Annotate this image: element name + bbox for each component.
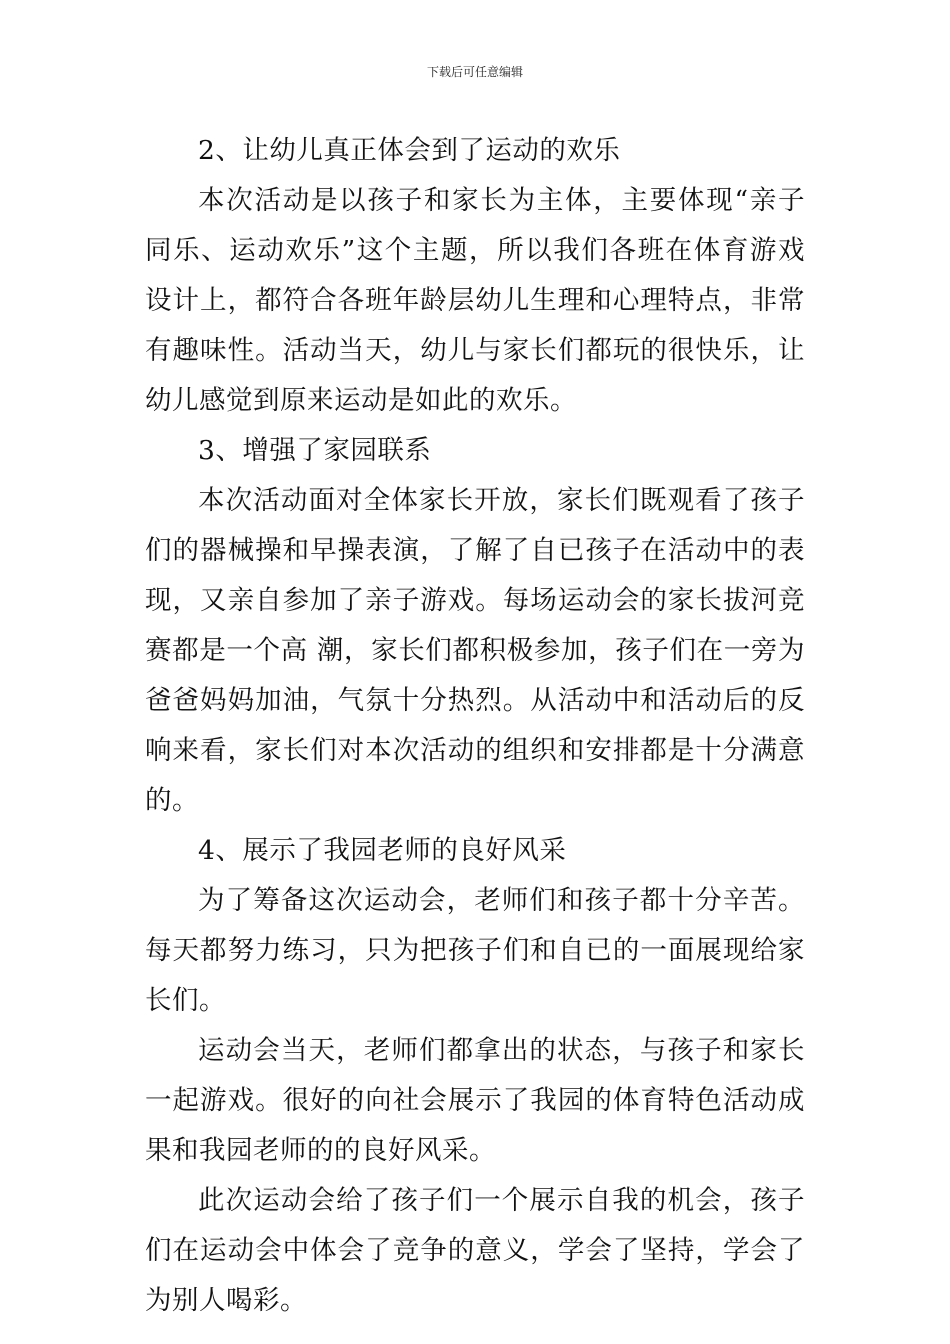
section-heading-4: 4、展示了我园老师的良好风采 — [198, 835, 567, 866]
document-body — [145, 126, 805, 1326]
page-header-note: 下载后可任意编辑 — [426, 65, 523, 79]
section-heading-2: 2、让幼儿真正体会到了运动的欢乐 — [198, 135, 621, 166]
paragraph: 本次活动是以孩子和家长为主体，主要体现“亲子同乐、运动欢乐”这个主题，所以我们各班在体育游戏设计上，都符合各班年龄层幼儿生理和心理特点，非常有趣味性。活动当天，幼儿与家长们都玩的很快乐，让幼儿感觉到原来运动是如此的欢乐。 — [145, 185, 805, 416]
paragraph: 运动会当天，老师们都拿出的状态，与孩子和家长一起游戏。很好的向社会展示了我园的体育特色活动成果和我园老师的的良好风采。 — [145, 1035, 805, 1166]
paragraph: 此次运动会给了孩子们一个展示自我的机会，孩子们在运动会中体会了竞争的意义，学会了坚持，学会了为别人喝彩。 — [145, 1185, 805, 1316]
paragraph: 为了筹备这次运动会，老师们和孩子都十分辛苦。每天都努力练习，只为把孩子们和自已的一面展现给家长们。 — [145, 885, 805, 1016]
paragraph: 本次活动面对全体家长开放，家长们既观看了孩子们的器械操和早操表演，了解了自已孩子在活动中的表现，又亲自参加了亲子游戏。每场运动会的家长拔河竞赛都是一个高 潮，家长们都积极参加，孩子们在一旁为爸爸妈妈加油，气氛十分热烈。从活动中和活动后的反响来看，家长们对本次活动的组织和安排都是十分满意的。 — [145, 485, 805, 816]
section-heading-3: 3、增强了家园联系 — [198, 435, 432, 466]
